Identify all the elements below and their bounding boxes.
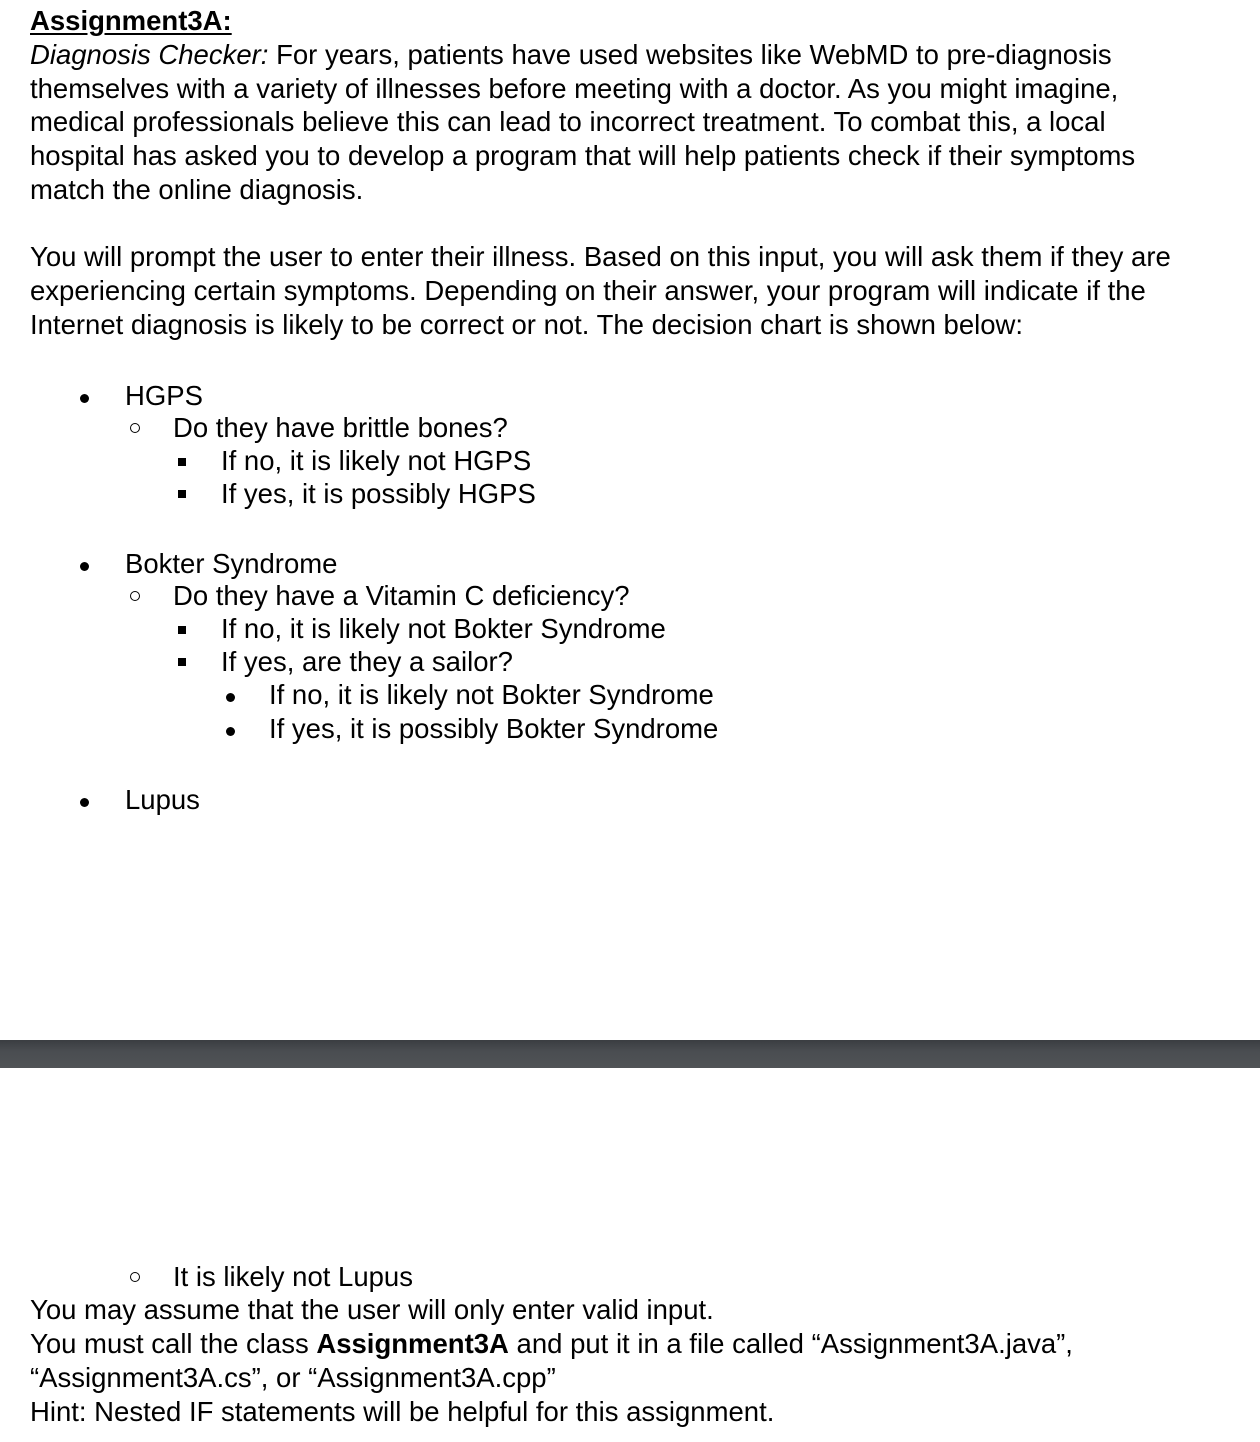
bokter-no: If no, it is likely not Bokter Syndrome	[221, 613, 666, 644]
intro-line-1	[30, 38, 1112, 72]
footer-line-1: You may assume that the user will only enter valid input.	[30, 1294, 714, 1325]
bokter-name: Bokter Syndrome	[125, 548, 338, 579]
hgps-no: If no, it is likely not HGPS	[221, 445, 532, 476]
intro-text-1: For years, patients have used websites like WebMD to pre-diagnosis	[268, 39, 1112, 70]
intro-line-5: match the online diagnosis.	[30, 174, 364, 205]
footer-line-2	[30, 1327, 1073, 1361]
para2-line-1: You will prompt the user to enter their illness. Based on this input, you will ask them if they are	[30, 241, 1171, 272]
bokter-sailor-yes: If yes, it is possibly Bokter Syndrome	[269, 713, 719, 744]
para2-line-3: Internet diagnosis is likely to be correct or not. The decision chart is shown below:	[30, 309, 1024, 340]
lupus-result: It is likely not Lupus	[173, 1261, 413, 1292]
bullet-square-icon	[178, 490, 186, 498]
assignment-title: Assignment3A:	[30, 5, 232, 36]
page-break-divider	[0, 1040, 1260, 1068]
bullet-square-icon	[178, 458, 186, 466]
bullet-square-icon	[178, 658, 186, 666]
hgps-question: Do they have brittle bones?	[173, 412, 508, 443]
bullet-circle-icon	[130, 423, 140, 433]
intro-line-3: medical professionals believe this can lead to incorrect treatment. To combat this, a local	[30, 106, 1106, 137]
bokter-sailor-no: If no, it is likely not Bokter Syndrome	[269, 679, 714, 710]
bullet-circle-icon	[130, 591, 140, 601]
hgps-name: HGPS	[125, 380, 203, 411]
footer-line-3: “Assignment3A.cs”, or “Assignment3A.cpp”	[30, 1362, 556, 1393]
footer-line-2-a: You must call the class	[30, 1328, 317, 1359]
bullet-disc-icon	[80, 394, 89, 403]
para2-line-2: experiencing certain symptoms. Depending on their answer, your program will indicate if the	[30, 275, 1146, 306]
lupus-name: Lupus	[125, 784, 200, 815]
intro-line-4: hospital has asked you to develop a program that will help patients check if their symptoms	[30, 140, 1136, 171]
footer-line-2-c: and put it in a file called “Assignment3A.java”,	[508, 1328, 1073, 1359]
bokter-question: Do they have a Vitamin C deficiency?	[173, 580, 630, 611]
bullet-circle-icon	[130, 1272, 140, 1282]
bullet-disc-icon	[80, 562, 89, 571]
bullet-disc-icon	[80, 798, 89, 807]
intro-lead: Diagnosis Checker:	[30, 39, 269, 70]
bokter-yes: If yes, are they a sailor?	[221, 646, 513, 677]
bullet-square-icon	[178, 626, 186, 634]
bullet-disc-icon	[226, 693, 235, 702]
intro-line-2: themselves with a variety of illnesses before meeting with a doctor. As you might imagine,	[30, 73, 1119, 104]
footer-line-4: Hint: Nested IF statements will be helpful for this assignment.	[30, 1396, 775, 1427]
document-page-2	[0, 1068, 1260, 1442]
class-name: Assignment3A	[316, 1328, 509, 1359]
hgps-yes: If yes, it is possibly HGPS	[221, 478, 536, 509]
bullet-disc-icon	[226, 727, 235, 736]
